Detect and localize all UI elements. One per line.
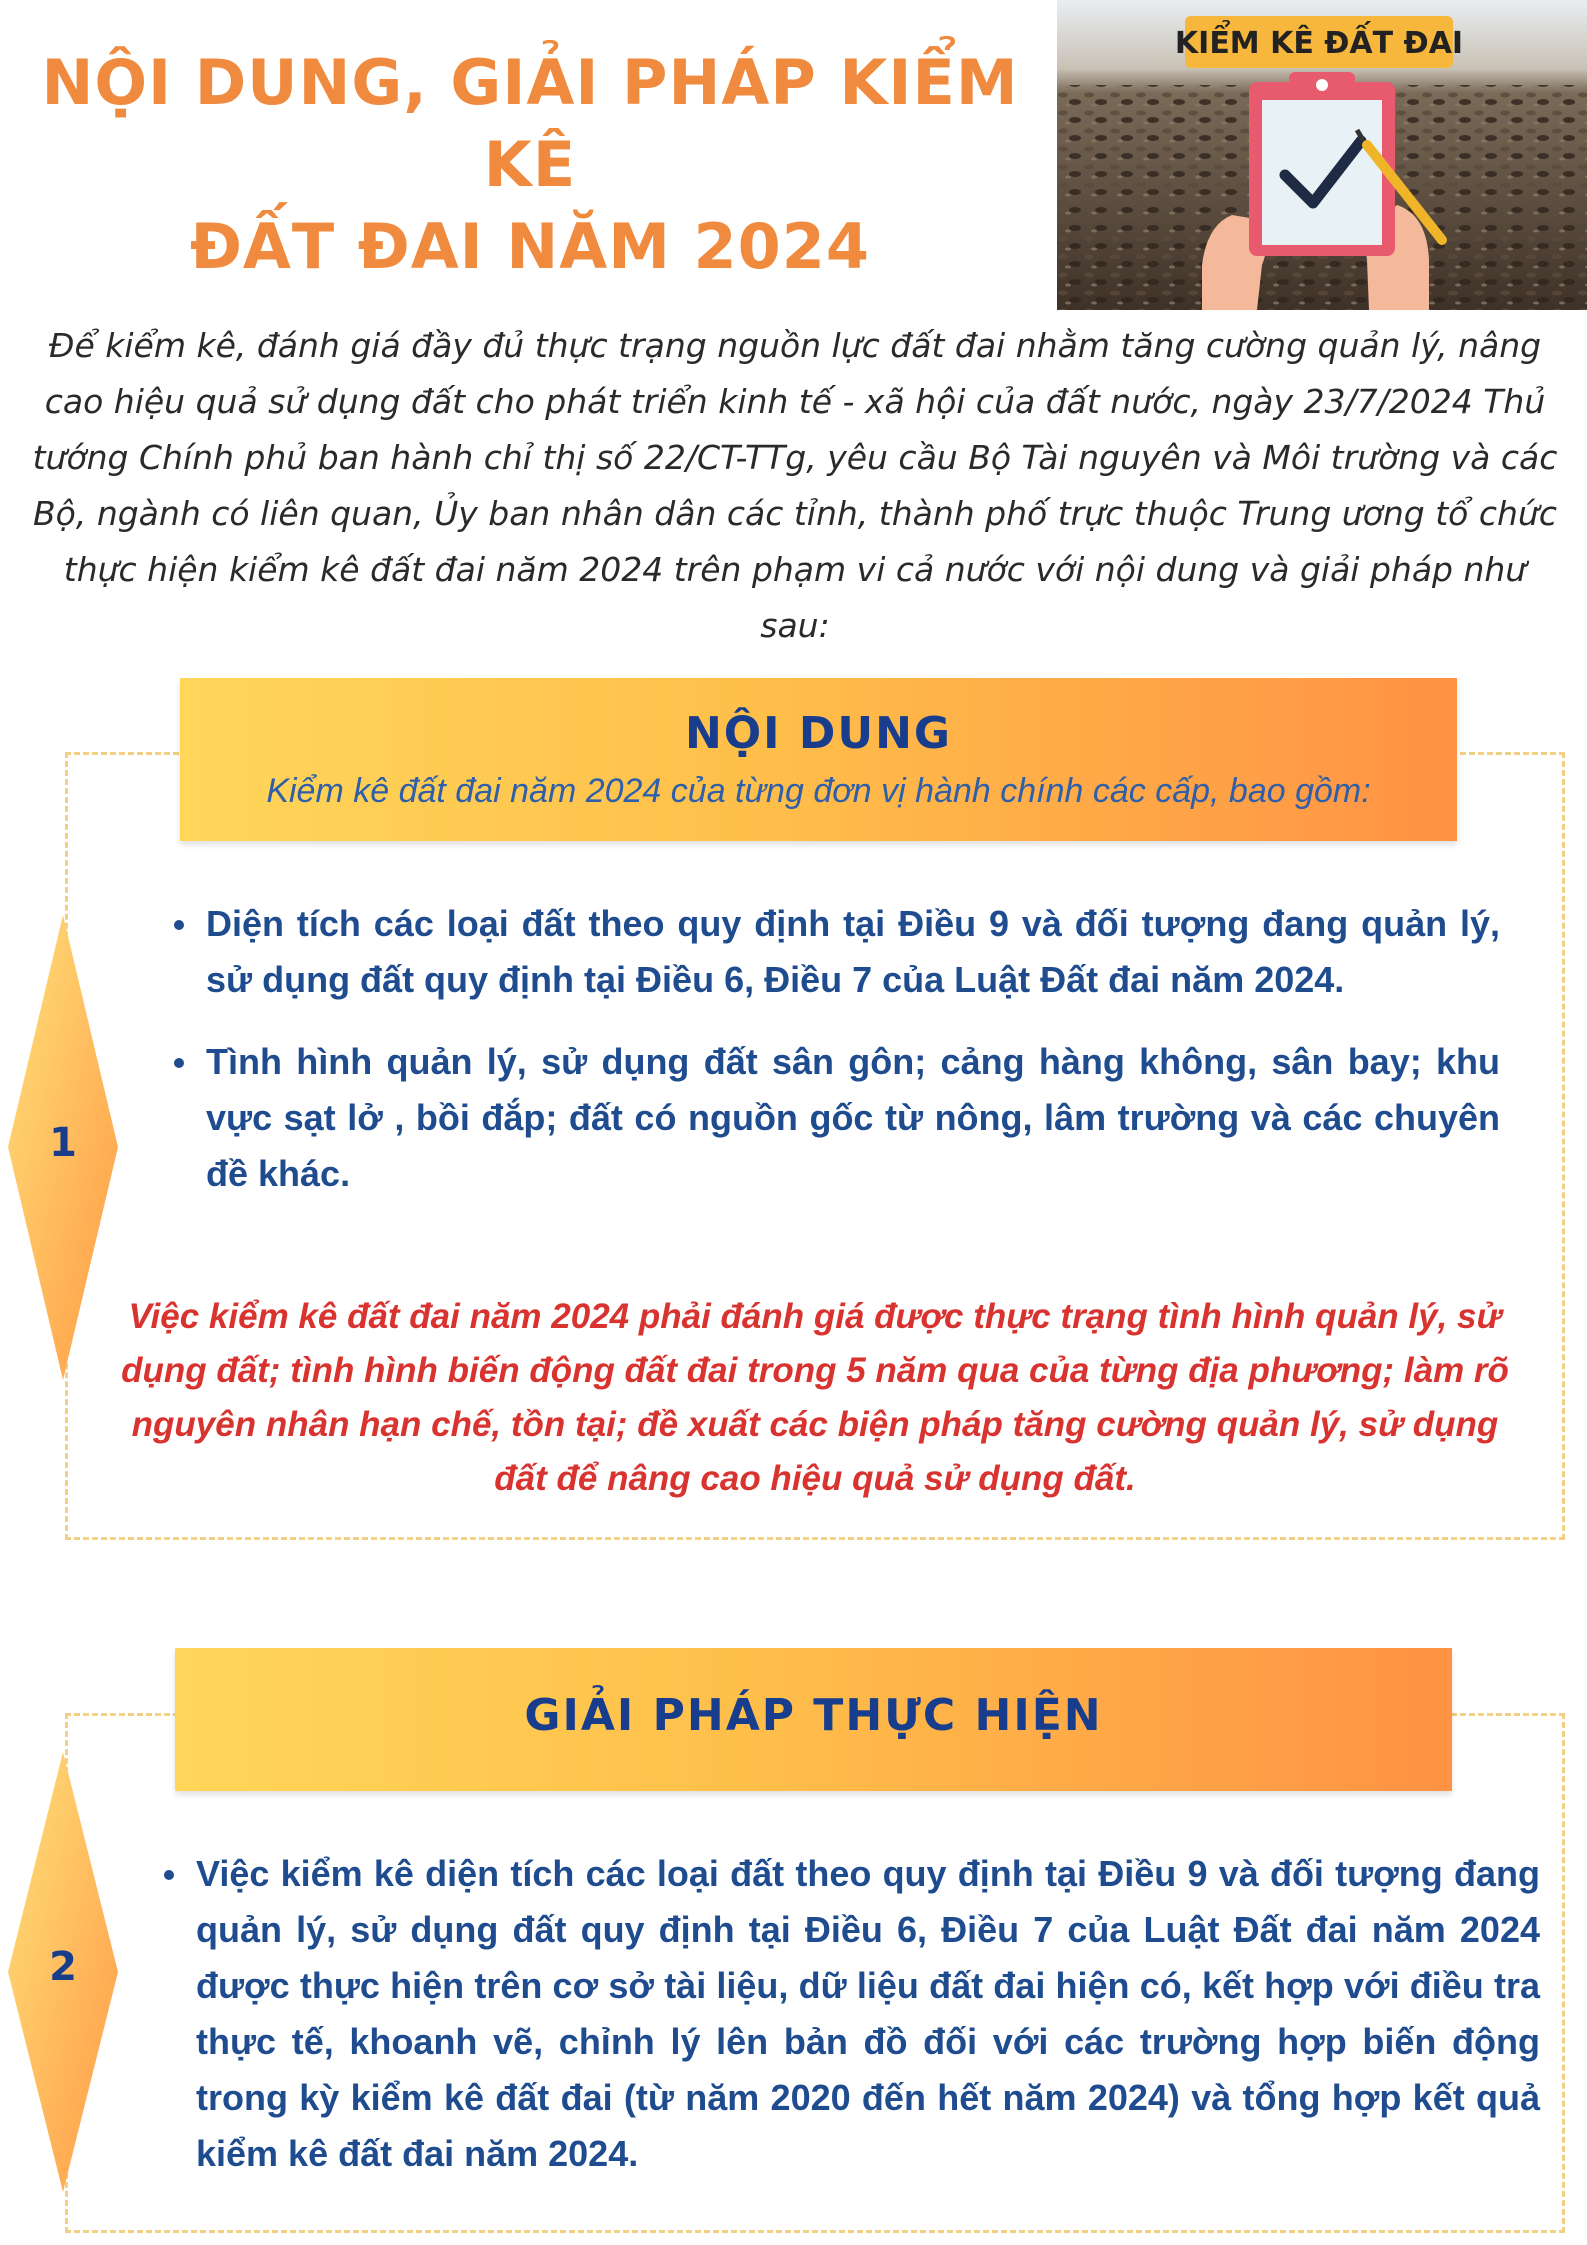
section-1-diamond	[8, 915, 118, 1380]
page-title	[20, 42, 1040, 288]
section-content-subtitle: Kiểm kê đất đai năm 2024 của từng đơn vị hành chính các cấp, bao gồm:	[266, 772, 1371, 810]
section-1-number: 1	[49, 1120, 77, 1166]
section-content-list	[168, 896, 1500, 1202]
list-item	[158, 1846, 1540, 2182]
hero-illustration	[1057, 0, 1587, 310]
section-content-banner	[180, 678, 1457, 841]
section-solution-banner	[175, 1648, 1452, 1791]
list-item	[168, 896, 1500, 1008]
section-solution-title: GIẢI PHÁP THỰC HIỆN	[524, 1690, 1103, 1741]
section-2-number: 2	[49, 1944, 77, 1990]
page-title-line1: NỘI DUNG, GIẢI PHÁP KIỂM KÊ	[41, 46, 1019, 201]
list-item-text: Việc kiểm kê diện tích các loại đất theo quy định tại Điều 9 và đối tượng đang quản lý, sử dụng đất quy định tại Điều 6, Điều 7 của Luật Đất đai năm 2024 được thực hiện trên cơ sở tài liệu, dữ liệu đất đai hiện có, kết hợp với điều tra thực tế, khoanh vẽ, chỉnh lý lên bản đồ đối với các trường hợp biến động trong kỳ kiểm kê đất đai (từ năm 2020 đến hết năm 2024) và tổng hợp kết quả kiểm kê đất đai năm 2024.	[196, 1853, 1540, 2174]
list-item	[168, 1034, 1500, 1202]
bullet-dot-icon	[174, 920, 184, 930]
hero-badge-text: KIỂM KÊ ĐẤT ĐAI	[1174, 26, 1464, 61]
section-content-note: Việc kiểm kê đất đai năm 2024 phải đánh giá được thực trạng tình hình quản lý, sử dụng đất; tình hình biến động đất đai trong 5 năm qua của từng địa phương; làm rõ nguyên nhân hạn chế, tồn tại; đề xuất các biện pháp tăng cường quản lý, sử dụng đất để nâng cao hiệu quả sử dụng đất.	[121, 1297, 1509, 1498]
intro-paragraph: Để kiểm kê, đánh giá đầy đủ thực trạng nguồn lực đất đai nhằm tăng cường quản lý, nâng cao hiệu quả sử dụng đất cho phát triển kinh tế - xã hội của đất nước, ngày 23/7/2024 Thủ tướng Chính phủ ban hành chỉ thị số 22/CT-TTg, yêu cầu Bộ Tài nguyên và Môi trường và các Bộ, ngành có liên quan, Ủy ban nhân dân các tỉnh, thành phố trực thuộc Trung ương tổ chức thực hiện kiểm kê đất đai năm 2024 trên phạm vi cả nước với nội dung và giải pháp như sau:	[32, 326, 1558, 645]
section-2-diamond	[8, 1752, 118, 2192]
list-item-text: Diện tích các loại đất theo quy định tại Điều 9 và đối tượng đang quản lý, sử dụng đất quy định tại Điều 6, Điều 7 của Luật Đất đai năm 2024.	[206, 903, 1500, 1000]
section-content-title: NỘI DUNG	[684, 708, 953, 759]
bullet-dot-icon	[174, 1058, 184, 1068]
list-item-text: Tình hình quản lý, sử dụng đất sân gôn; cảng hàng không, sân bay; khu vực sạt lở , bồi đắp; đất có nguồn gốc từ nông, lâm trường và các chuyên đề khác.	[206, 1041, 1500, 1194]
bullet-dot-icon	[164, 1870, 174, 1880]
page-title-line2: ĐẤT ĐAI NĂM 2024	[189, 210, 871, 283]
section-solution-list	[158, 1846, 1540, 2182]
